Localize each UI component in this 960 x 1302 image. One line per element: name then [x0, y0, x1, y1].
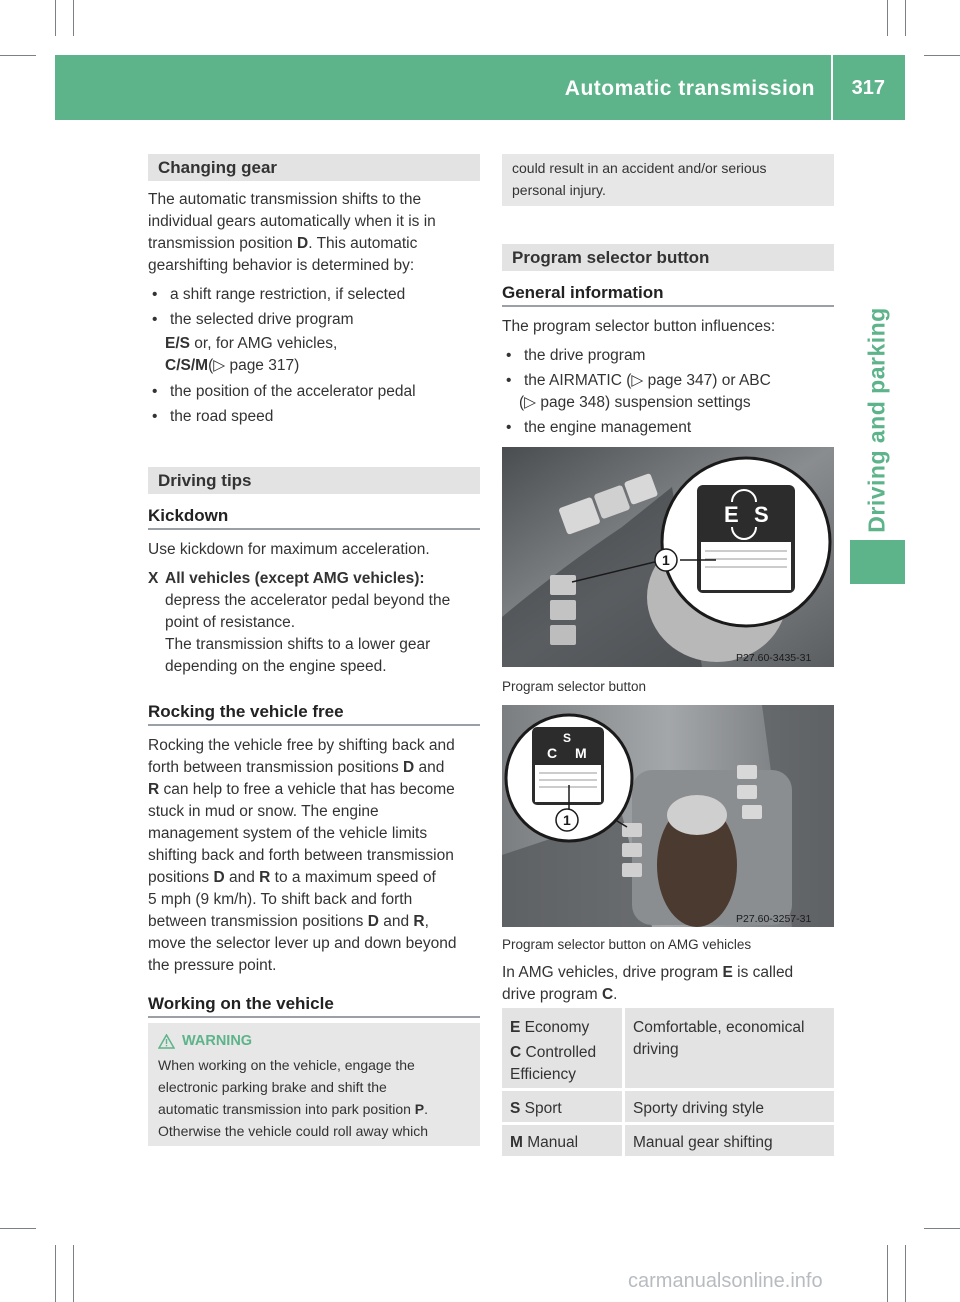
text-span: R — [413, 913, 425, 930]
text-line: shifting back and forth between transmission — [148, 847, 454, 864]
crop-mark — [55, 1245, 56, 1302]
text-line: depending on the engine speed. — [165, 658, 387, 675]
text-span: can help to free a vehicle that has become — [159, 781, 455, 798]
table-row — [510, 1098, 562, 1120]
divider — [502, 305, 834, 307]
text-line — [148, 233, 436, 255]
text-line — [510, 1042, 596, 1064]
text-line: All vehicles (except AMG vehicles): — [165, 570, 425, 587]
text-span: , — [424, 913, 429, 930]
text-span: C — [510, 1044, 522, 1061]
warning-text-line: could result in an accident and/or serious — [512, 160, 767, 176]
subheading: Kickdown — [148, 506, 229, 525]
divider — [148, 724, 480, 726]
crop-mark — [73, 1245, 74, 1302]
text-line — [502, 962, 793, 984]
crop-mark — [905, 1245, 906, 1302]
image-caption: Program selector button — [502, 679, 647, 694]
section-heading — [148, 154, 480, 181]
image-caption: Program selector button on AMG vehicles — [502, 937, 752, 952]
mode-letter-c: C — [547, 745, 558, 761]
crop-mark — [73, 0, 74, 36]
step-marker — [148, 568, 158, 590]
step-arrow-icon: X — [148, 570, 159, 587]
text-line: depress the accelerator pedal beyond the — [165, 592, 451, 609]
list-item-text: the drive program — [524, 347, 646, 364]
text-span: Controlled — [521, 1044, 597, 1061]
table-row — [510, 1017, 596, 1086]
paragraph — [148, 189, 436, 277]
text-span: Manual — [522, 1134, 579, 1151]
text-line: 5 mph (9 km/h). To shift back and forth — [148, 891, 413, 908]
text-line — [502, 984, 793, 1006]
warning-text-line: Otherwise the vehicle could roll away which — [158, 1123, 429, 1139]
text-line: The automatic transmission shifts to the — [148, 191, 422, 208]
bullet-icon: • — [152, 311, 158, 328]
bullet-icon: • — [152, 383, 158, 400]
text-span: M — [510, 1134, 523, 1151]
warning-box — [148, 1023, 480, 1146]
text-line — [148, 911, 456, 933]
list-item-text: the road speed — [170, 408, 274, 425]
section-heading — [502, 244, 834, 271]
text-line — [510, 1017, 596, 1039]
warning-box-continued — [502, 154, 834, 206]
header-divider — [831, 55, 833, 120]
text-line: individual gears automatically when it is in — [148, 213, 436, 230]
section-heading — [148, 467, 480, 494]
bullet-icon: • — [152, 286, 158, 303]
text-span: automatic transmission into park position — [158, 1101, 415, 1117]
chapter-tab-label: Driving and parking — [863, 307, 890, 533]
text-span: R — [148, 781, 160, 798]
text-span: between transmission positions — [148, 913, 368, 930]
crop-mark — [0, 1228, 36, 1229]
table-row: Sporty driving style — [633, 1100, 764, 1117]
list-item-text: the AIRMATIC (▷ page 347) or ABC — [524, 372, 771, 389]
program-selector-photo — [502, 447, 834, 667]
callout-number: 1 — [662, 552, 670, 568]
text-span: . This automatic — [308, 235, 418, 252]
text-span: drive program — [502, 986, 602, 1003]
text-span: D — [403, 759, 415, 776]
crop-mark — [924, 1228, 960, 1229]
text-span: In AMG vehicles, drive program — [502, 964, 723, 981]
section-heading-text: Driving tips — [158, 471, 252, 490]
text-span: and — [414, 759, 445, 776]
text-span: E — [722, 964, 733, 981]
text-span: is called — [732, 964, 794, 981]
console-illustration — [502, 447, 834, 667]
crop-mark — [55, 0, 56, 36]
warning-icon — [158, 1034, 175, 1049]
text-span: C/S/M — [165, 357, 209, 374]
text-span: and — [378, 913, 414, 930]
paragraph — [148, 735, 456, 977]
paragraph: The program selector button influences: — [502, 318, 776, 335]
list-item-text: the engine management — [524, 419, 692, 436]
text-line: Comfortable, economical — [633, 1019, 805, 1036]
table-row: Manual gear shifting — [633, 1134, 773, 1151]
mode-letter-m: M — [575, 745, 587, 761]
list-item-continuation — [165, 333, 337, 377]
table-row — [510, 1132, 578, 1154]
text-span: R — [259, 869, 271, 886]
amg-program-selector-photo — [502, 705, 834, 927]
text-line: The transmission shifts to a lower gear — [165, 636, 431, 653]
crop-mark — [887, 1245, 888, 1302]
bullet-icon: • — [506, 347, 512, 364]
image-code: P27.60-3435-31 — [736, 652, 812, 664]
list-item-text: a shift range restriction, if selected — [170, 286, 406, 303]
warning-text-line: personal injury. — [512, 182, 606, 198]
text-line — [165, 333, 337, 355]
page-header — [55, 55, 905, 120]
bullet-icon: • — [506, 372, 512, 389]
crop-mark — [905, 0, 906, 36]
page-number: 317 — [851, 77, 885, 99]
paragraph — [502, 962, 793, 1006]
subheading: General information — [502, 283, 664, 302]
list-item-continuation: (▷ page 348) suspension settings — [519, 394, 751, 411]
text-span: P — [414, 1101, 425, 1117]
text-span: S — [510, 1100, 521, 1117]
mode-letter-s: S — [563, 731, 572, 745]
divider — [148, 1016, 480, 1018]
text-span: D — [367, 913, 379, 930]
text-span: . — [424, 1101, 429, 1117]
text-span: Economy — [520, 1019, 590, 1036]
watermark: carmanualsonline.info — [628, 1270, 823, 1292]
text-line: Efficiency — [510, 1066, 577, 1083]
page-title: Automatic transmission — [564, 77, 815, 100]
page-reference-link[interactable]: (▷ page 317) — [208, 357, 300, 374]
text-span: forth between transmission positions — [148, 759, 404, 776]
text-span: and — [224, 869, 260, 886]
text-line: driving — [633, 1041, 679, 1058]
section-heading-text: Program selector button — [512, 248, 710, 267]
table-row — [633, 1017, 804, 1061]
text-span: to a maximum speed of — [270, 869, 436, 886]
warning-text-line: electronic parking brake and shift the — [158, 1079, 387, 1095]
text-span: D — [213, 869, 225, 886]
text-span: Sport — [520, 1100, 562, 1117]
instruction-step — [165, 568, 450, 678]
text-span: positions — [148, 869, 214, 886]
text-line: stuck in mud or snow. The engine — [148, 803, 379, 820]
crop-mark — [0, 55, 36, 56]
crop-mark — [887, 0, 888, 36]
text-line: Rocking the vehicle free by shifting back and — [148, 737, 455, 754]
callout-number: 1 — [563, 812, 571, 828]
text-line: gearshifting behavior is determined by: — [148, 257, 415, 274]
text-span: or, for AMG vehicles, — [189, 335, 338, 352]
text-span: . — [613, 986, 618, 1003]
bullet-icon: • — [152, 408, 158, 425]
text-span: E/S — [165, 335, 190, 352]
image-code: P27.60-3257-31 — [736, 913, 812, 925]
list-item-text: the selected drive program — [170, 311, 354, 328]
text-line: the pressure point. — [148, 957, 277, 974]
text-line — [148, 867, 456, 889]
text-span: C — [601, 986, 614, 1003]
amg-console-illustration — [502, 705, 834, 927]
text-line — [148, 779, 456, 801]
text-line: management system of the vehicle limits — [148, 825, 428, 842]
paragraph: Use kickdown for maximum acceleration. — [148, 541, 430, 558]
text-span: E — [510, 1019, 521, 1036]
text-span: transmission position — [148, 235, 293, 252]
subheading: Working on the vehicle — [148, 994, 334, 1013]
text-line: point of resistance. — [165, 614, 296, 631]
mode-letter-e: E — [724, 502, 739, 527]
section-heading-text: Changing gear — [158, 158, 278, 177]
subheading: Rocking the vehicle free — [148, 702, 344, 721]
crop-mark — [924, 55, 960, 56]
text-line — [165, 355, 337, 377]
warning-text-line — [158, 1101, 428, 1117]
warning-title: WARNING — [182, 1033, 253, 1049]
bullet-icon: • — [506, 419, 512, 436]
mode-letter-s: S — [754, 502, 769, 527]
text-line — [148, 757, 456, 779]
warning-text-line: When working on the vehicle, engage the — [158, 1057, 415, 1073]
list-item-text: the position of the accelerator pedal — [170, 383, 416, 400]
text-span: D — [297, 235, 309, 252]
chapter-tab-marker — [850, 540, 905, 584]
divider — [148, 528, 480, 530]
text-line: move the selector lever up and down beyond — [148, 935, 457, 952]
